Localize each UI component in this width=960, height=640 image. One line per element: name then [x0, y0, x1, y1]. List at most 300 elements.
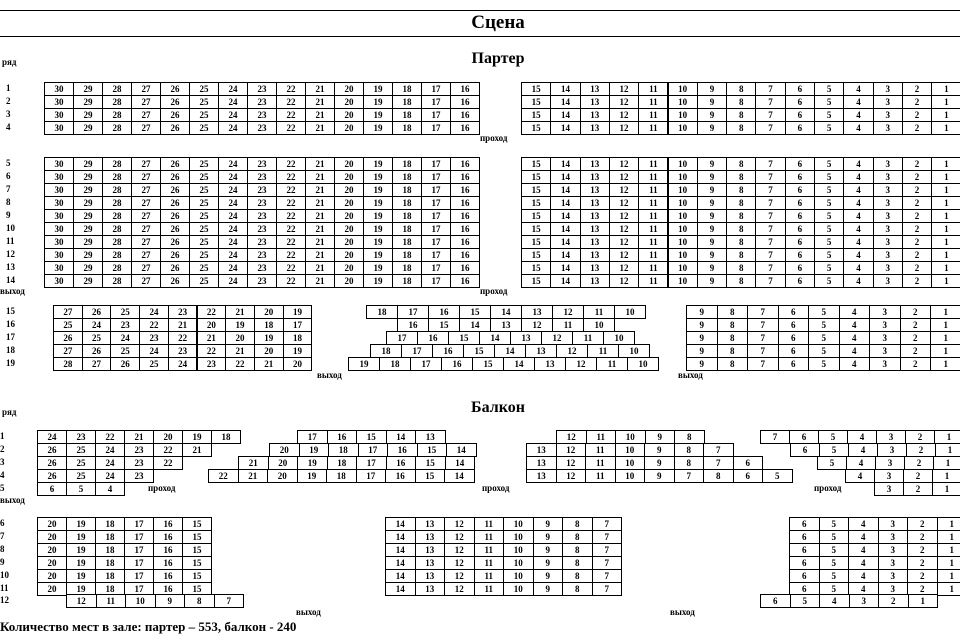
- parter-seat[interactable]: 4: [839, 305, 871, 319]
- balcony-seat[interactable]: 7: [703, 443, 734, 457]
- parter-seat[interactable]: 12: [609, 209, 639, 223]
- parter-seat[interactable]: 16: [450, 248, 480, 262]
- parter-seat[interactable]: 13: [580, 222, 610, 236]
- parter-seat[interactable]: 27: [131, 248, 161, 262]
- parter-seat[interactable]: 1: [930, 331, 960, 345]
- parter-seat[interactable]: 9: [697, 95, 727, 109]
- parter-seat[interactable]: 24: [218, 248, 248, 262]
- balcony-seat[interactable]: 14: [445, 456, 476, 470]
- balcony-seat[interactable]: 12: [444, 543, 475, 557]
- parter-seat[interactable]: 3: [873, 196, 903, 210]
- balcony-seat[interactable]: 23: [66, 430, 96, 444]
- parter-seat[interactable]: 16: [450, 274, 480, 288]
- parter-seat[interactable]: 21: [305, 82, 335, 96]
- parter-seat[interactable]: 18: [392, 183, 422, 197]
- parter-seat[interactable]: 14: [550, 157, 580, 171]
- balcony-seat[interactable]: 19: [66, 543, 96, 557]
- parter-seat[interactable]: 25: [189, 235, 219, 249]
- balcony-seat[interactable]: 4: [819, 594, 850, 608]
- balcony-seat[interactable]: 12: [556, 469, 587, 483]
- parter-seat[interactable]: 13: [580, 170, 610, 184]
- balcony-seat[interactable]: 14: [385, 543, 416, 557]
- balcony-seat[interactable]: 7: [674, 469, 705, 483]
- parter-seat[interactable]: 1: [931, 274, 960, 288]
- balcony-seat[interactable]: 15: [182, 569, 212, 583]
- parter-seat[interactable]: 16: [432, 344, 464, 358]
- parter-seat[interactable]: 18: [392, 209, 422, 223]
- balcony-seat[interactable]: 5: [819, 543, 850, 557]
- balcony-seat[interactable]: 13: [415, 430, 446, 444]
- parter-seat[interactable]: 11: [587, 344, 619, 358]
- parter-seat[interactable]: 21: [305, 95, 335, 109]
- parter-seat[interactable]: 19: [363, 170, 393, 184]
- balcony-seat[interactable]: 2: [907, 582, 938, 596]
- parter-seat[interactable]: 6: [785, 82, 815, 96]
- parter-seat[interactable]: 15: [521, 235, 551, 249]
- parter-seat[interactable]: 7: [747, 357, 779, 371]
- parter-seat[interactable]: 7: [755, 261, 785, 275]
- balcony-seat[interactable]: 2: [904, 456, 934, 470]
- parter-seat[interactable]: 3: [869, 344, 901, 358]
- balcony-seat[interactable]: 10: [503, 543, 534, 557]
- parter-seat[interactable]: 24: [218, 183, 248, 197]
- balcony-seat[interactable]: 3: [874, 482, 904, 496]
- balcony-seat[interactable]: 11: [585, 456, 616, 470]
- parter-seat[interactable]: 11: [572, 331, 604, 345]
- balcony-seat[interactable]: 1: [934, 430, 960, 444]
- parter-seat[interactable]: 23: [247, 108, 277, 122]
- parter-seat[interactable]: 2: [902, 108, 932, 122]
- parter-seat[interactable]: 19: [363, 261, 393, 275]
- parter-seat[interactable]: 2: [902, 157, 932, 171]
- parter-seat[interactable]: 6: [785, 183, 815, 197]
- parter-seat[interactable]: 13: [580, 248, 610, 262]
- parter-seat[interactable]: 22: [225, 357, 255, 371]
- parter-seat[interactable]: 30: [44, 274, 74, 288]
- parter-seat[interactable]: 22: [197, 305, 227, 319]
- balcony-seat[interactable]: 1: [908, 594, 939, 608]
- parter-seat[interactable]: 10: [668, 235, 698, 249]
- parter-seat[interactable]: 9: [697, 170, 727, 184]
- parter-seat[interactable]: 14: [550, 209, 580, 223]
- parter-seat[interactable]: 9: [697, 274, 727, 288]
- parter-seat[interactable]: 6: [785, 235, 815, 249]
- parter-seat[interactable]: 11: [583, 305, 615, 319]
- parter-seat[interactable]: 6: [778, 305, 810, 319]
- parter-seat[interactable]: 13: [521, 305, 553, 319]
- parter-seat[interactable]: 8: [726, 222, 756, 236]
- parter-seat[interactable]: 29: [73, 222, 103, 236]
- balcony-seat[interactable]: 13: [415, 543, 446, 557]
- balcony-seat[interactable]: 14: [386, 430, 417, 444]
- parter-seat[interactable]: 20: [334, 170, 364, 184]
- parter-seat[interactable]: 24: [139, 305, 169, 319]
- parter-seat[interactable]: 16: [450, 209, 480, 223]
- parter-seat[interactable]: 5: [808, 305, 840, 319]
- parter-seat[interactable]: 7: [755, 95, 785, 109]
- balcony-seat[interactable]: 20: [268, 456, 299, 470]
- parter-seat[interactable]: 26: [160, 157, 190, 171]
- parter-seat[interactable]: 28: [102, 235, 132, 249]
- parter-seat[interactable]: 6: [785, 274, 815, 288]
- balcony-seat[interactable]: 16: [153, 517, 183, 531]
- parter-seat[interactable]: 27: [131, 222, 161, 236]
- parter-seat[interactable]: 2: [902, 82, 932, 96]
- parter-seat[interactable]: 19: [363, 95, 393, 109]
- parter-seat[interactable]: 17: [421, 261, 451, 275]
- balcony-seat[interactable]: 23: [124, 443, 154, 457]
- balcony-seat[interactable]: 20: [37, 582, 67, 596]
- parter-seat[interactable]: 23: [247, 157, 277, 171]
- parter-seat[interactable]: 7: [755, 274, 785, 288]
- parter-seat[interactable]: 2: [902, 222, 932, 236]
- parter-seat[interactable]: 26: [53, 331, 83, 345]
- balcony-seat[interactable]: 13: [526, 469, 557, 483]
- balcony-seat[interactable]: 7: [214, 594, 245, 608]
- balcony-seat[interactable]: 5: [819, 443, 849, 457]
- parter-seat[interactable]: 6: [785, 248, 815, 262]
- parter-seat[interactable]: 18: [392, 261, 422, 275]
- parter-seat[interactable]: 2: [900, 318, 932, 332]
- parter-seat[interactable]: 16: [417, 331, 449, 345]
- parter-seat[interactable]: 4: [843, 222, 873, 236]
- parter-seat[interactable]: 19: [363, 235, 393, 249]
- balcony-seat[interactable]: 6: [790, 443, 820, 457]
- balcony-seat[interactable]: 12: [556, 430, 587, 444]
- balcony-seat[interactable]: 5: [819, 530, 850, 544]
- parter-seat[interactable]: 29: [73, 95, 103, 109]
- parter-seat[interactable]: 2: [902, 196, 932, 210]
- balcony-seat[interactable]: 4: [848, 517, 879, 531]
- parter-seat[interactable]: 14: [550, 82, 580, 96]
- balcony-seat[interactable]: 4: [848, 530, 879, 544]
- parter-seat[interactable]: 8: [726, 82, 756, 96]
- balcony-seat[interactable]: 7: [760, 430, 790, 444]
- balcony-seat[interactable]: 19: [66, 556, 96, 570]
- parter-seat[interactable]: 10: [668, 222, 698, 236]
- balcony-seat[interactable]: 18: [95, 556, 125, 570]
- parter-seat[interactable]: 3: [873, 121, 903, 135]
- balcony-seat[interactable]: 3: [878, 556, 909, 570]
- parter-seat[interactable]: 5: [814, 235, 844, 249]
- balcony-seat[interactable]: 14: [385, 569, 416, 583]
- parter-seat[interactable]: 13: [525, 344, 557, 358]
- parter-seat[interactable]: 21: [197, 331, 227, 345]
- parter-seat[interactable]: 18: [392, 170, 422, 184]
- parter-seat[interactable]: 24: [218, 209, 248, 223]
- balcony-seat[interactable]: 12: [444, 556, 475, 570]
- parter-seat[interactable]: 29: [73, 170, 103, 184]
- parter-seat[interactable]: 23: [247, 196, 277, 210]
- parter-seat[interactable]: 22: [276, 274, 306, 288]
- balcony-seat[interactable]: 23: [124, 469, 154, 483]
- parter-seat[interactable]: 12: [521, 318, 553, 332]
- balcony-seat[interactable]: 17: [297, 430, 328, 444]
- parter-seat[interactable]: 17: [421, 196, 451, 210]
- parter-seat[interactable]: 10: [668, 248, 698, 262]
- parter-seat[interactable]: 19: [363, 274, 393, 288]
- parter-seat[interactable]: 11: [638, 170, 668, 184]
- parter-seat[interactable]: 17: [283, 318, 313, 332]
- parter-seat[interactable]: 19: [363, 248, 393, 262]
- parter-seat[interactable]: 7: [755, 157, 785, 171]
- parter-seat[interactable]: 10: [668, 121, 698, 135]
- balcony-seat[interactable]: 17: [358, 443, 389, 457]
- balcony-seat[interactable]: 18: [95, 543, 125, 557]
- parter-seat[interactable]: 1: [931, 209, 960, 223]
- parter-seat[interactable]: 24: [82, 318, 112, 332]
- parter-seat[interactable]: 9: [686, 318, 718, 332]
- parter-seat[interactable]: 11: [638, 82, 668, 96]
- parter-seat[interactable]: 12: [609, 183, 639, 197]
- parter-seat[interactable]: 23: [168, 305, 198, 319]
- parter-seat[interactable]: 5: [814, 108, 844, 122]
- parter-seat[interactable]: 24: [218, 170, 248, 184]
- parter-seat[interactable]: 6: [785, 222, 815, 236]
- parter-seat[interactable]: 17: [421, 248, 451, 262]
- balcony-seat[interactable]: 7: [592, 530, 623, 544]
- parter-seat[interactable]: 21: [305, 196, 335, 210]
- parter-seat[interactable]: 29: [73, 235, 103, 249]
- parter-seat[interactable]: 17: [386, 331, 418, 345]
- parter-seat[interactable]: 25: [189, 82, 219, 96]
- parter-seat[interactable]: 2: [902, 261, 932, 275]
- balcony-seat[interactable]: 2: [907, 543, 938, 557]
- parter-seat[interactable]: 29: [73, 196, 103, 210]
- balcony-seat[interactable]: 3: [874, 469, 904, 483]
- parter-seat[interactable]: 20: [283, 357, 313, 371]
- parter-seat[interactable]: 5: [814, 209, 844, 223]
- balcony-seat[interactable]: 20: [267, 469, 298, 483]
- parter-seat[interactable]: 22: [276, 261, 306, 275]
- parter-seat[interactable]: 16: [450, 170, 480, 184]
- parter-seat[interactable]: 9: [697, 248, 727, 262]
- parter-seat[interactable]: 20: [334, 209, 364, 223]
- parter-seat[interactable]: 11: [596, 357, 628, 371]
- parter-seat[interactable]: 9: [686, 357, 718, 371]
- balcony-seat[interactable]: 9: [533, 569, 564, 583]
- parter-seat[interactable]: 28: [102, 248, 132, 262]
- balcony-seat[interactable]: 16: [387, 443, 418, 457]
- parter-seat[interactable]: 4: [843, 183, 873, 197]
- parter-seat[interactable]: 15: [521, 108, 551, 122]
- parter-seat[interactable]: 7: [755, 183, 785, 197]
- parter-seat[interactable]: 16: [450, 196, 480, 210]
- parter-seat[interactable]: 14: [550, 108, 580, 122]
- balcony-seat[interactable]: 18: [95, 569, 125, 583]
- parter-seat[interactable]: 20: [334, 248, 364, 262]
- parter-seat[interactable]: 8: [717, 344, 749, 358]
- balcony-seat[interactable]: 22: [95, 430, 125, 444]
- parter-seat[interactable]: 14: [494, 344, 526, 358]
- balcony-seat[interactable]: 4: [848, 582, 879, 596]
- parter-seat[interactable]: 6: [785, 209, 815, 223]
- parter-seat[interactable]: 6: [785, 261, 815, 275]
- balcony-seat[interactable]: 5: [819, 517, 850, 531]
- parter-seat[interactable]: 25: [82, 331, 112, 345]
- parter-seat[interactable]: 29: [73, 82, 103, 96]
- balcony-seat[interactable]: 6: [789, 569, 820, 583]
- balcony-seat[interactable]: 6: [733, 469, 764, 483]
- parter-seat[interactable]: 19: [254, 331, 284, 345]
- balcony-seat[interactable]: 6: [789, 556, 820, 570]
- parter-seat[interactable]: 22: [276, 82, 306, 96]
- parter-seat[interactable]: 13: [580, 196, 610, 210]
- parter-seat[interactable]: 8: [726, 209, 756, 223]
- balcony-seat[interactable]: 9: [155, 594, 186, 608]
- parter-seat[interactable]: 4: [843, 157, 873, 171]
- parter-seat[interactable]: 28: [102, 170, 132, 184]
- balcony-seat[interactable]: 24: [95, 456, 125, 470]
- parter-seat[interactable]: 23: [247, 209, 277, 223]
- parter-seat[interactable]: 29: [73, 157, 103, 171]
- balcony-seat[interactable]: 17: [124, 582, 154, 596]
- parter-seat[interactable]: 9: [697, 82, 727, 96]
- parter-seat[interactable]: 13: [510, 331, 542, 345]
- balcony-seat[interactable]: 1: [937, 556, 960, 570]
- balcony-seat[interactable]: 6: [733, 456, 764, 470]
- parter-seat[interactable]: 17: [421, 82, 451, 96]
- balcony-seat[interactable]: 1: [932, 482, 960, 496]
- parter-seat[interactable]: 13: [580, 108, 610, 122]
- parter-seat[interactable]: 7: [747, 318, 779, 332]
- balcony-seat[interactable]: 15: [182, 517, 212, 531]
- parter-seat[interactable]: 7: [747, 305, 779, 319]
- balcony-seat[interactable]: 15: [182, 530, 212, 544]
- parter-seat[interactable]: 12: [541, 331, 573, 345]
- parter-seat[interactable]: 18: [392, 95, 422, 109]
- balcony-seat[interactable]: 1: [937, 530, 960, 544]
- balcony-seat[interactable]: 9: [645, 430, 676, 444]
- parter-seat[interactable]: 28: [102, 183, 132, 197]
- parter-seat[interactable]: 27: [131, 235, 161, 249]
- parter-seat[interactable]: 3: [873, 157, 903, 171]
- parter-seat[interactable]: 18: [392, 196, 422, 210]
- parter-seat[interactable]: 21: [168, 318, 198, 332]
- parter-seat[interactable]: 2: [902, 95, 932, 109]
- parter-seat[interactable]: 21: [305, 157, 335, 171]
- parter-seat[interactable]: 13: [580, 235, 610, 249]
- parter-seat[interactable]: 13: [490, 318, 522, 332]
- parter-seat[interactable]: 26: [160, 183, 190, 197]
- parter-seat[interactable]: 4: [843, 170, 873, 184]
- balcony-seat[interactable]: 13: [415, 517, 446, 531]
- parter-seat[interactable]: 10: [668, 274, 698, 288]
- parter-seat[interactable]: 12: [565, 357, 597, 371]
- parter-seat[interactable]: 3: [873, 248, 903, 262]
- parter-seat[interactable]: 4: [843, 82, 873, 96]
- parter-seat[interactable]: 12: [552, 305, 584, 319]
- parter-seat[interactable]: 3: [873, 82, 903, 96]
- parter-seat[interactable]: 10: [583, 318, 615, 332]
- parter-seat[interactable]: 27: [131, 274, 161, 288]
- parter-seat[interactable]: 18: [392, 82, 422, 96]
- parter-seat[interactable]: 28: [102, 261, 132, 275]
- balcony-seat[interactable]: 20: [37, 569, 67, 583]
- balcony-seat[interactable]: 12: [444, 569, 475, 583]
- parter-seat[interactable]: 6: [785, 108, 815, 122]
- parter-seat[interactable]: 16: [450, 157, 480, 171]
- parter-seat[interactable]: 3: [869, 357, 901, 371]
- balcony-seat[interactable]: 11: [474, 530, 505, 544]
- parter-seat[interactable]: 25: [110, 305, 140, 319]
- parter-seat[interactable]: 22: [139, 318, 169, 332]
- balcony-seat[interactable]: 15: [415, 456, 446, 470]
- parter-seat[interactable]: 1: [930, 344, 960, 358]
- parter-seat[interactable]: 15: [521, 157, 551, 171]
- parter-seat[interactable]: 29: [73, 121, 103, 135]
- parter-seat[interactable]: 5: [814, 121, 844, 135]
- parter-seat[interactable]: 24: [218, 95, 248, 109]
- balcony-seat[interactable]: 2: [907, 530, 938, 544]
- parter-seat[interactable]: 3: [873, 261, 903, 275]
- parter-seat[interactable]: 30: [44, 248, 74, 262]
- balcony-seat[interactable]: 19: [66, 530, 96, 544]
- balcony-seat[interactable]: 5: [762, 469, 793, 483]
- balcony-seat[interactable]: 15: [182, 582, 212, 596]
- balcony-seat[interactable]: 3: [849, 594, 880, 608]
- balcony-seat[interactable]: 3: [876, 430, 906, 444]
- parter-seat[interactable]: 11: [638, 121, 668, 135]
- parter-seat[interactable]: 24: [218, 82, 248, 96]
- parter-seat[interactable]: 19: [363, 196, 393, 210]
- parter-seat[interactable]: 4: [843, 121, 873, 135]
- parter-seat[interactable]: 27: [131, 261, 161, 275]
- balcony-seat[interactable]: 11: [474, 569, 505, 583]
- parter-seat[interactable]: 10: [668, 157, 698, 171]
- balcony-seat[interactable]: 22: [208, 469, 239, 483]
- parter-seat[interactable]: 5: [808, 344, 840, 358]
- parter-seat[interactable]: 13: [580, 209, 610, 223]
- parter-seat[interactable]: 23: [168, 344, 198, 358]
- balcony-seat[interactable]: 4: [848, 569, 879, 583]
- parter-seat[interactable]: 14: [550, 121, 580, 135]
- balcony-seat[interactable]: 1: [937, 517, 960, 531]
- parter-seat[interactable]: 8: [726, 196, 756, 210]
- parter-seat[interactable]: 15: [428, 318, 460, 332]
- parter-seat[interactable]: 19: [363, 82, 393, 96]
- balcony-seat[interactable]: 19: [66, 517, 96, 531]
- parter-seat[interactable]: 5: [814, 261, 844, 275]
- parter-seat[interactable]: 3: [869, 331, 901, 345]
- parter-seat[interactable]: 9: [697, 157, 727, 171]
- parter-seat[interactable]: 19: [225, 318, 255, 332]
- balcony-seat[interactable]: 1: [935, 443, 960, 457]
- balcony-seat[interactable]: 16: [327, 430, 358, 444]
- balcony-seat[interactable]: 1: [933, 456, 960, 470]
- parter-seat[interactable]: 2: [900, 305, 932, 319]
- parter-seat[interactable]: 4: [843, 261, 873, 275]
- parter-seat[interactable]: 26: [160, 209, 190, 223]
- parter-seat[interactable]: 4: [839, 357, 871, 371]
- balcony-seat[interactable]: 7: [592, 582, 623, 596]
- balcony-seat[interactable]: 4: [848, 443, 878, 457]
- parter-seat[interactable]: 12: [609, 274, 639, 288]
- balcony-seat[interactable]: 8: [562, 569, 593, 583]
- parter-seat[interactable]: 23: [110, 318, 140, 332]
- balcony-seat[interactable]: 13: [415, 530, 446, 544]
- parter-seat[interactable]: 10: [668, 209, 698, 223]
- balcony-seat[interactable]: 8: [562, 556, 593, 570]
- parter-seat[interactable]: 15: [459, 305, 491, 319]
- parter-seat[interactable]: 10: [627, 357, 659, 371]
- parter-seat[interactable]: 10: [614, 305, 646, 319]
- parter-seat[interactable]: 22: [168, 331, 198, 345]
- parter-seat[interactable]: 10: [668, 196, 698, 210]
- parter-seat[interactable]: 8: [726, 274, 756, 288]
- parter-seat[interactable]: 17: [421, 183, 451, 197]
- parter-seat[interactable]: 26: [160, 222, 190, 236]
